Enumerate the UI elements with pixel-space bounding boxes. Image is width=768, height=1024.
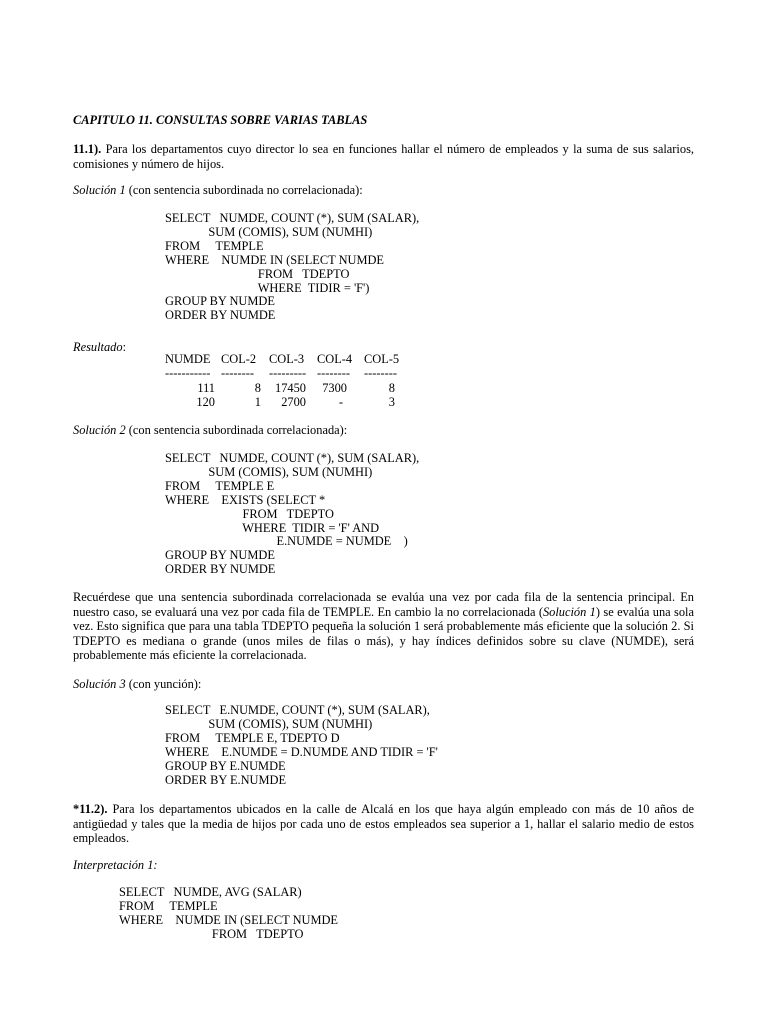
exercise-text: Para los departamentos ubicados en la calle de Alcalá en los que haya algún empleado con más de 10 años de antigüedad y tales que la media de hijos por cada uno de estos empleados sea superior a 1, hallar el salario medio de estos empleados. <box>73 802 694 846</box>
column-header: COL-2 <box>221 352 257 366</box>
exercise-11-2 <box>73 802 694 846</box>
table-cell: 2700 <box>281 394 306 409</box>
paragraph-italic: Solución 1 <box>542 604 596 619</box>
table-cell: 17450 <box>275 380 306 395</box>
table-cell: 111 <box>197 380 215 395</box>
sql-code-solution-1: SELECT NUMDE, COUNT (*), SUM (SALAR), SUM (COMIS), SUM (NUMHI) FROM TEMPLE WHERE NUMDE IN (SELECT NUMDE FROM TDEPTO WHERE TIDIR = 'F') GROUP BY NUMDE ORDER BY NUMDE <box>165 211 420 323</box>
sql-code-solution-3: SELECT E.NUMDE, COUNT (*), SUM (SALAR), SUM (COMIS), SUM (NUMHI) FROM TEMPLE E, TDEPTO D WHERE E.NUMDE = D.NUMDE AND TIDIR = 'F' GROUP BY E.NUMDE ORDER BY E.NUMDE <box>165 703 438 787</box>
result-label: Resultado <box>73 340 123 354</box>
explanation-paragraph <box>73 590 694 663</box>
solution-1-heading <box>73 183 694 198</box>
column-header: COL-4 <box>317 352 353 366</box>
solution-note: (con sentencia subordinada no correlacionada): <box>125 183 363 197</box>
column-separator: ----------- <box>165 366 211 381</box>
solution-note: (con yunción): <box>125 677 202 691</box>
column-separator: --------- <box>269 366 307 381</box>
exercise-number: *11.2). <box>73 802 108 816</box>
column-header: COL-5 <box>364 352 400 366</box>
column-separator: -------- <box>221 366 255 381</box>
solution-label: Solución 3 <box>73 677 126 691</box>
table-cell: 120 <box>196 394 215 409</box>
table-cell: - <box>338 394 343 409</box>
column-separator: -------- <box>317 366 351 381</box>
table-cell: 8 <box>254 380 261 395</box>
table-cell: 3 <box>388 394 395 409</box>
exercise-number: 11.1). <box>73 142 102 156</box>
exercise-text: Para los departamentos cuyo director lo sea en funciones hallar el número de empleados y la suma de sus salarios, comisiones y número de hijos. <box>73 142 694 171</box>
sql-code-interpretation-1: SELECT NUMDE, AVG (SALAR) FROM TEMPLE WHERE NUMDE IN (SELECT NUMDE FROM TDEPTO <box>119 885 338 941</box>
solution-note: (con sentencia subordinada correlacionada): <box>125 423 348 437</box>
table-cell: 1 <box>254 394 261 409</box>
solution-3-heading <box>73 677 694 692</box>
column-header: NUMDE <box>165 352 211 366</box>
solution-2-heading <box>73 423 694 438</box>
solution-label: Solución 2 <box>73 423 126 437</box>
table-cell: 8 <box>388 380 395 395</box>
exercise-11-1 <box>73 142 694 171</box>
column-header: COL-3 <box>269 352 305 366</box>
sql-code-solution-2: SELECT NUMDE, COUNT (*), SUM (SALAR), SUM (COMIS), SUM (NUMHI) FROM TEMPLE E WHERE EXISTS (SELECT * FROM TDEPTO WHERE TIDIR = 'F' AND E.NUMDE = NUMDE ) GROUP BY NUMDE ORDER BY NUMDE <box>165 451 420 577</box>
paragraph-text: Recuérdese que una sentencia subordinada correlacionada se evalúa una vez por cada fila de la sentencia principal. En nuestro caso, se evaluará una vez por cada fila de TEMPLE. En cambio la no correlacionada ( <box>73 590 694 619</box>
column-separator: -------- <box>364 366 398 381</box>
paragraph-text: ) se evalúa una sola vez. Esto significa que para una tabla TDEPTO pequeña la solución 1 será probablemente más eficiente que la solución 2. Si TDEPTO es mediana o grande (unos miles de filas o más), y hay índices definidos sobre su clave (NUMDE), será probablemente más eficiente la correlacionada. <box>73 604 694 663</box>
result-colon: : <box>122 340 127 354</box>
table-cell: 7300 <box>322 380 347 395</box>
solution-label: Solución 1 <box>73 183 126 197</box>
interpretation-1-heading: Interpretación 1: <box>73 858 158 872</box>
chapter-title: CAPITULO 11. CONSULTAS SOBRE VARIAS TABLAS <box>73 113 368 127</box>
